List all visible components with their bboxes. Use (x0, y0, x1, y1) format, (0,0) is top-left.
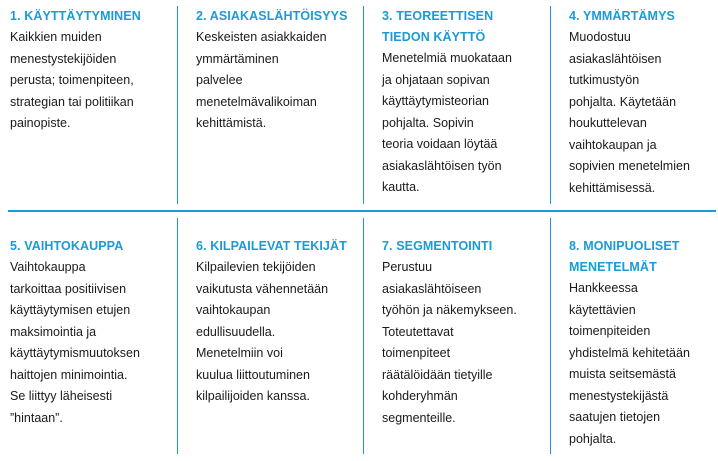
column-divider (363, 6, 364, 204)
column-divider (177, 218, 178, 454)
factor-description: Muodostuu asiakaslähtöisen tutkimustyön pohjalta. Käytetään houkuttelevan vaihtokaupan ja sopivien menetelmien kehittämisessä. (569, 30, 690, 195)
factor-cell-7 (363, 211, 550, 461)
factor-cell-4 (550, 0, 718, 211)
factor-description: Keskeisten asiakkaiden ymmärtäminen palvelee menetelmävalikoiman kehittämistä. (196, 30, 327, 130)
factor-cell-3 (363, 0, 550, 211)
factor-description: Hankkeessa käytettävien toimenpiteiden yhdistelmä kehitetään muista seitsemästä menestystekijästä saatujen tietojen pohjalta. (569, 281, 690, 446)
column-divider (550, 6, 551, 204)
factor-title: 1. KÄYTTÄYTYMINEN (10, 9, 141, 23)
factor-cell-8 (550, 211, 718, 461)
factor-title: 2. ASIAKASLÄHTÖISYYS (196, 9, 348, 23)
factor-cell-5 (0, 211, 177, 461)
row-divider (8, 210, 716, 212)
factor-title: 5. VAIHTOKAUPPA (10, 239, 124, 253)
factor-description: Vaihtokauppa tarkoittaa positiivisen käyttäytymisen etujen maksimointia ja käyttäytymismuutoksen haittojen minimointia. Se liittyy läheisesti ”hintaan”. (10, 260, 140, 425)
factor-title: 8. MONIPUOLISET MENETELMÄT (569, 239, 680, 274)
factor-cell-1 (0, 0, 177, 211)
column-divider (363, 218, 364, 454)
factor-title: 6. KILPAILEVAT TEKIJÄT (196, 239, 347, 253)
column-divider (550, 218, 551, 454)
factor-description: Menetelmiä muokataan ja ohjataan sopivan käyttäytymisteorian pohjalta. Sopivin teoria voidaan löytää asiakaslähtöisen työn kautta. (382, 51, 512, 194)
factor-description: Kaikkien muiden menestystekijöiden perusta; toimenpiteen, strategian tai politiikan painopiste. (10, 30, 134, 130)
factor-title: 3. TEOREETTISEN TIEDON KÄYTTÖ (382, 9, 494, 44)
factor-cell-2 (177, 0, 363, 211)
factor-description: Perustuu asiakaslähtöiseen työhön ja näkemykseen. Toteutettavat toimenpiteet räätälöidään tietyille kohderyhmän segmenteille. (382, 260, 517, 425)
factor-cell-6 (177, 211, 363, 461)
factor-title: 4. YMMÄRTÄMYS (569, 9, 675, 23)
factor-description: Kilpailevien tekijöiden vaikutusta vähennetään vaihtokaupan edullisuudella. Menetelmiin voi kuulua liittoutuminen kilpailijoiden kanssa. (196, 260, 329, 403)
factor-title: 7. SEGMENTOINTI (382, 239, 493, 253)
column-divider (177, 6, 178, 204)
